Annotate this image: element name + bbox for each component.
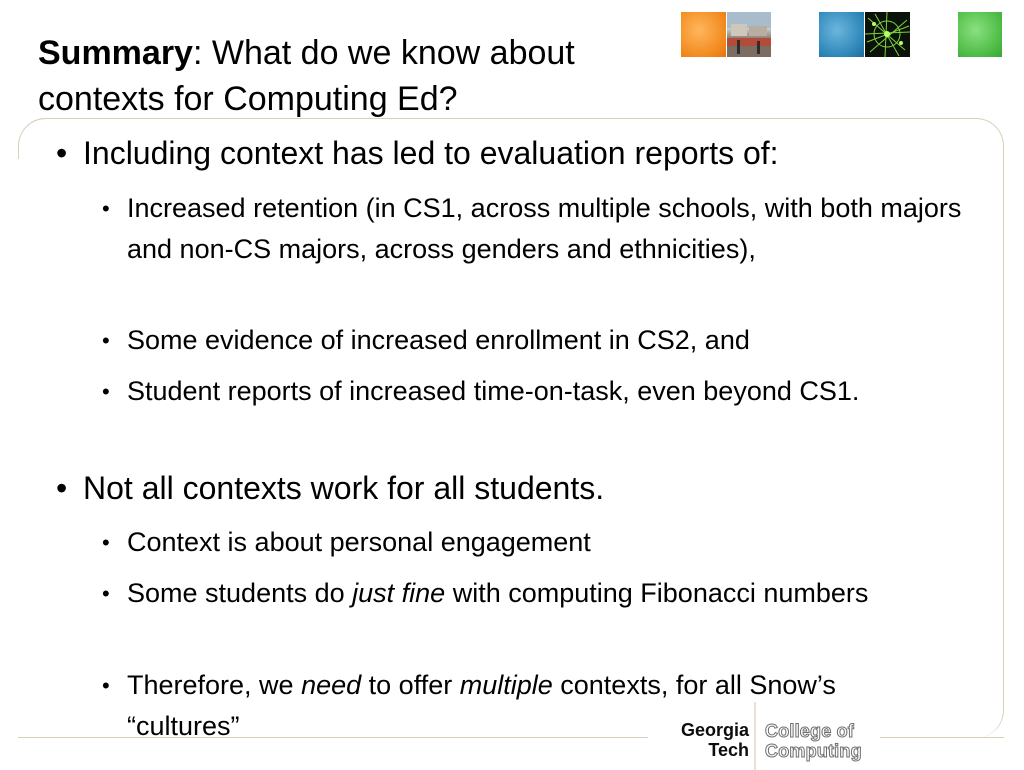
bullet-text: Including context has led to evaluation reports of:	[83, 135, 779, 171]
bullet-item	[56, 133, 779, 173]
sub-bullet-item	[102, 188, 967, 270]
bullet-glyph: •	[56, 135, 68, 171]
bullet-glyph: •	[56, 470, 68, 506]
sub-bullet-text: Context is about personal engagement	[127, 527, 591, 557]
green-square-icon	[958, 12, 1002, 57]
logo-divider	[754, 702, 756, 770]
campus-photo-graphic	[727, 12, 771, 57]
sub-bullet-item	[102, 573, 927, 614]
sub-bullet-text: contexts, for all Snow’s “cultures”	[127, 670, 836, 741]
campus-photo	[727, 12, 771, 57]
sub-bullet-text: Therefore, we	[127, 670, 302, 700]
sub-bullet-item	[102, 371, 937, 412]
orange-square-icon	[681, 12, 726, 57]
sub-bullet-text: Increased retention (in CS1, across multiple schools, with both majors and non-CS majors, across genders and ethnicities),	[127, 193, 962, 264]
sub-bullet-text: to offer	[361, 670, 460, 700]
header-thumbnails	[0, 12, 1024, 60]
title-rest: : What do we know about contexts for Computing Ed?	[38, 34, 575, 118]
logo-line-tech: Tech	[708, 740, 749, 760]
logo-line-college: College of	[765, 721, 855, 741]
sub-bullet-text: Student reports of increased time-on-task, even beyond CS1.	[127, 376, 860, 406]
network-graph-graphic	[865, 12, 910, 57]
emphasis-text: just fine	[352, 578, 446, 608]
title-bold: Summary	[38, 34, 193, 72]
bullet-text: Not all contexts work for all students.	[83, 470, 605, 506]
bullet-glyph: •	[102, 581, 110, 606]
logo-line-computing: Computing	[765, 741, 862, 761]
emphasis-text: need	[301, 670, 362, 700]
logo-college-of-computing	[765, 721, 862, 761]
sub-bullet-item	[102, 522, 967, 563]
sub-bullet-text: with computing Fibonacci numbers	[445, 578, 869, 608]
sub-bullet-text: Some evidence of increased enrollment in CS2, and	[127, 325, 750, 355]
bullet-glyph: •	[102, 530, 110, 555]
sub-bullet-item	[102, 320, 967, 361]
blue-square-icon	[819, 12, 864, 57]
logo-line-georgia: Georgia	[680, 720, 749, 740]
bullet-glyph: •	[102, 196, 110, 221]
bullet-glyph: •	[102, 379, 110, 404]
bullet-item	[56, 468, 605, 508]
content-frame-corner	[18, 118, 59, 159]
emphasis-text: multiple	[459, 670, 553, 700]
sub-bullet-text: Some students do	[127, 578, 353, 608]
logo-georgia-tech	[657, 720, 749, 760]
network-photo	[865, 12, 910, 57]
bullet-glyph: •	[102, 328, 110, 353]
georgia-tech-logo	[655, 720, 885, 766]
bullet-glyph: •	[102, 673, 110, 698]
